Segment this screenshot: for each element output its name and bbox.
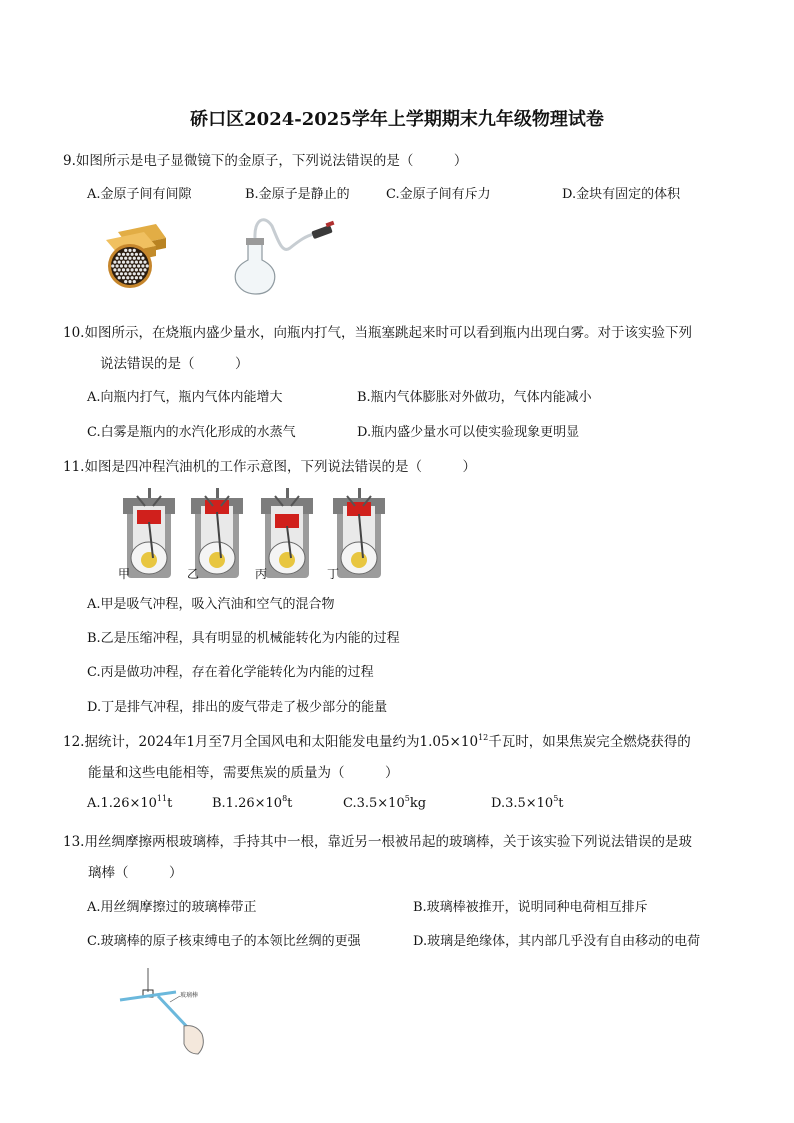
q11-option-d: D.丁是排气冲程，排出的废气带走了极少部分的能量 [87, 700, 388, 715]
q13-option-a: A.用丝绸摩擦过的玻璃棒带正 [87, 900, 257, 915]
q10-option-a: A.向瓶内打气，瓶内气体内能增大 [87, 390, 283, 405]
q10-option-c: C.白雾是瓶内的水汽化形成的水蒸气 [87, 425, 296, 440]
q13-option-d: D.玻璃是绝缘体，其内部几乎没有自由移动的电荷 [413, 934, 701, 949]
q12-stem-exponent: 12 [478, 733, 489, 742]
q9-option-a: A.金原子间有间隙 [87, 187, 192, 202]
q13-option-c: C.玻璃棒的原子核束缚电子的本领比丝绸的更强 [87, 934, 361, 949]
q11-stem: 11.如图是四冲程汽油机的工作示意图，下列说法错误的是（ ） [63, 459, 476, 475]
q13-stem-line2: 璃棒（ ） [88, 865, 183, 881]
gold-atoms-figure [100, 218, 170, 290]
q9-option-d: D.金块有固定的体积 [562, 187, 681, 202]
q11-option-a: A.甲是吸气冲程，吸入汽油和空气的混合物 [87, 597, 335, 612]
q12-stem-text-cont: 千瓦时，如果焦炭完全燃烧获得的 [488, 734, 691, 750]
q12-stem-line1 [63, 730, 691, 750]
engine-strokes-figure [115, 488, 385, 584]
q13-option-b: B.玻璃棒被推开，说明同种电荷相互排斥 [413, 900, 648, 915]
q12-option-d: $D.3.5\times 10^5t$ [491, 794, 564, 811]
q9-stem: 9.如图所示是电子显微镜下的金原子，下列说法错误的是（ ） [63, 153, 468, 169]
q11-option-b: B.乙是压缩冲程，具有明显的机械能转化为内能的过程 [87, 631, 400, 646]
q11-option-c: C.丙是做功冲程，存在着化学能转化为内能的过程 [87, 665, 374, 680]
glass-rod-figure [118, 968, 218, 1056]
engine-label-jia: 甲 [118, 567, 131, 581]
q12-option-b: $B.1.26\times 10^8t$ [212, 794, 293, 811]
q10-option-b: B.瓶内气体膨胀对外做功，气体内能减小 [357, 390, 592, 405]
glass-rod-label: 玻璃棒 [180, 992, 199, 999]
engine-label-bing: 丙 [255, 567, 268, 581]
flask-pump-figure [228, 214, 338, 298]
engine-label-yi: 乙 [187, 567, 200, 581]
page-title: 硚口区2024-2025学年上学期期末九年级物理试卷 [190, 109, 604, 130]
q10-stem-line1: 10.如图所示，在烧瓶内盛少量水，向瓶内打气，当瓶塞跳起来时可以看到瓶内出现白雾。对于该实验下列 [63, 325, 692, 341]
q12-option-a: $A.1.26\times 10^{11}t$ [87, 794, 173, 811]
q12-stem-line2: 能量和这些电能相等，需要焦炭的质量为（ ） [88, 765, 399, 781]
q9-option-c: C.金原子间有斥力 [386, 187, 491, 202]
q13-stem-line1: 13.用丝绸摩擦两根玻璃棒，手持其中一根，靠近另一根被吊起的玻璃棒，关于该实验下列说法错误的是玻 [63, 834, 692, 850]
q12-option-c: $C.3.5\times 10^5kg$ [343, 794, 427, 811]
q9-option-b: B.金原子是静止的 [245, 187, 350, 202]
q10-option-d: D.瓶内盛少量水可以使实验现象更明显 [357, 425, 580, 440]
q12-stem-text: 12.据统计，2024年1月至7月全国风电和太阳能发电量约为1.05×10 [63, 734, 479, 750]
q10-stem-line2: 说法错误的是（ ） [100, 356, 249, 372]
engine-label-ding: 丁 [327, 567, 340, 581]
